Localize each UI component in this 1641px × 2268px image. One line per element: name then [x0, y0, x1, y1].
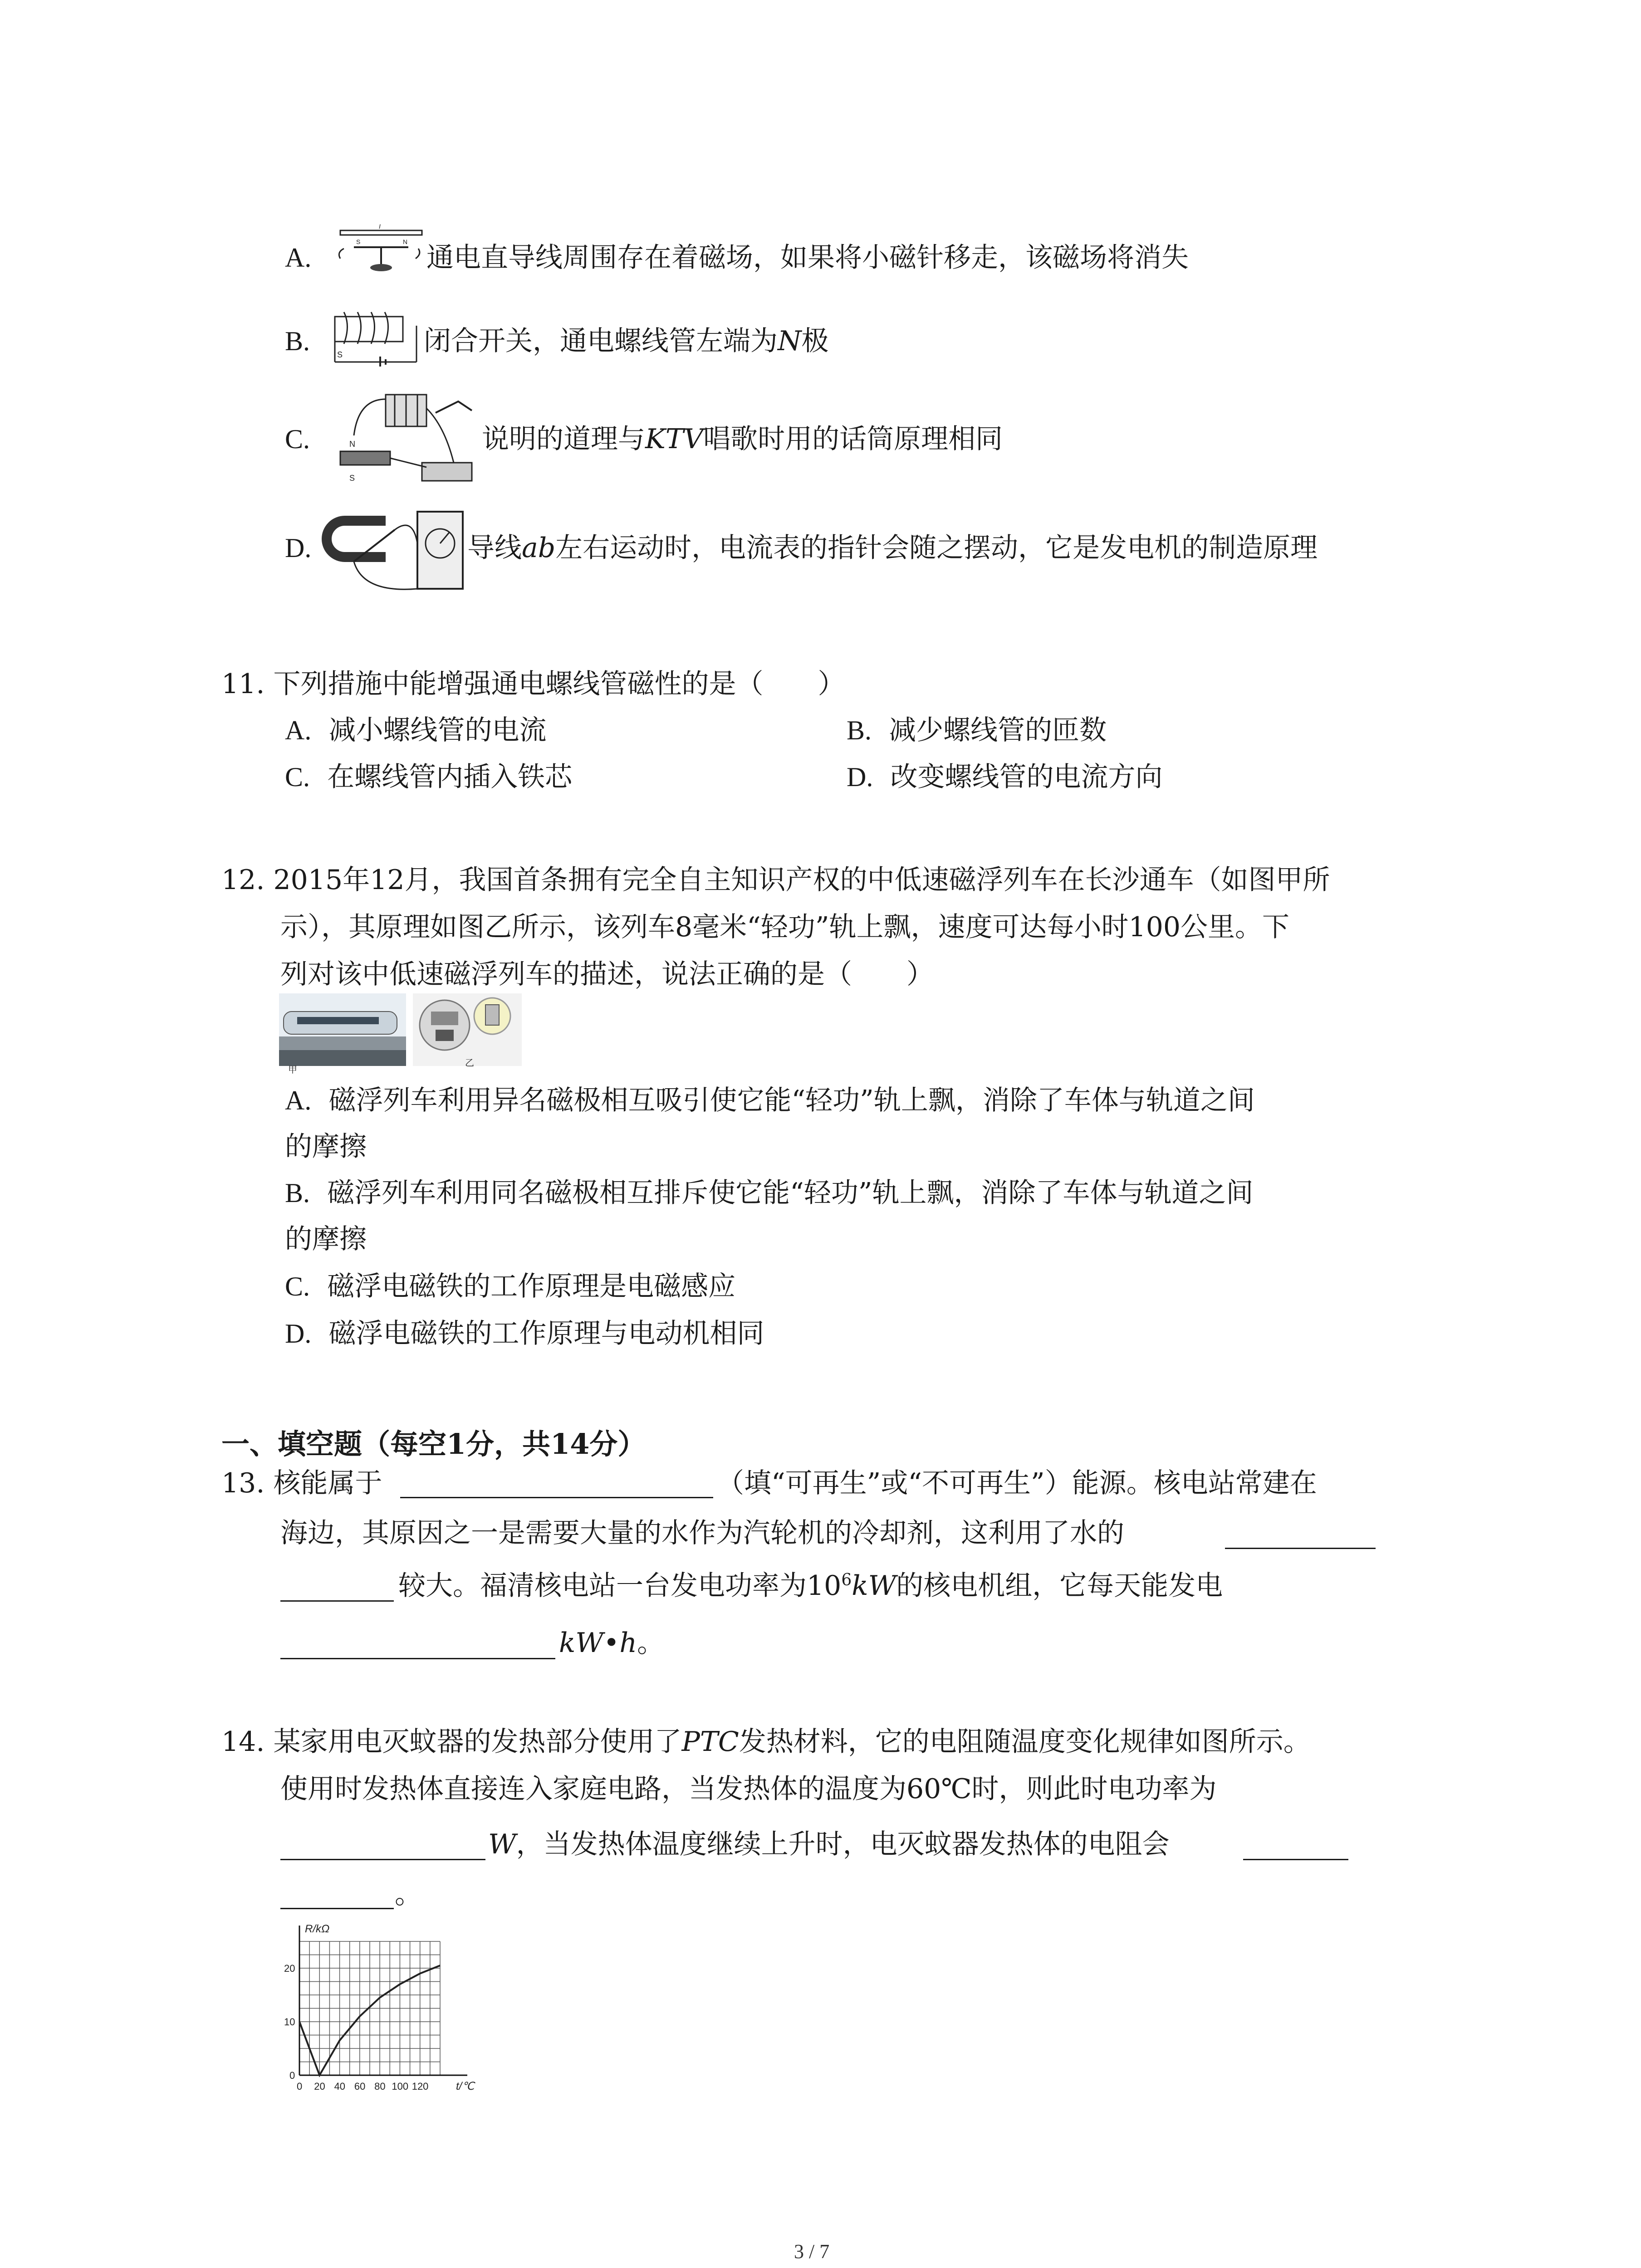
q13-blank-3[interactable]: [280, 1658, 555, 1659]
q12-option-b-cont: 的摩擦: [285, 1223, 367, 1255]
q11-option-b: [847, 714, 1107, 746]
chart-ylabel: R/kΩ: [305, 1923, 330, 1935]
q12-figures: [279, 993, 524, 1075]
y-tick-label: 20: [284, 1963, 295, 1974]
q12-option-a-letter: A.: [285, 1085, 312, 1115]
magnet: [340, 451, 390, 465]
x-tick-label: 80: [374, 2081, 386, 2092]
q11-option-d-letter: D.: [847, 762, 873, 792]
q10-option-b-figure: [330, 308, 421, 367]
u-magnet: [327, 521, 386, 557]
section-heading: 一、填空题（每空1分，共14分）: [221, 1427, 646, 1461]
q12-option-c-letter: C.: [285, 1271, 310, 1301]
q11-option-a: [285, 714, 547, 746]
q14-line-4-end: 。: [395, 1878, 422, 1910]
q10-option-b-text-pre: 闭合开关，通电螺线管左端为: [424, 325, 778, 357]
q12-line-1: 12. 2015年12月，我国首条拥有完全自主知识产权的中低速磁浮列车在长沙通车（如图甲所: [221, 864, 1330, 896]
pole-s-label: S: [349, 474, 355, 483]
q13-blank-2-cont[interactable]: [280, 1600, 394, 1602]
q14-line-3-post: ，当发热体温度继续上升时，电灭蚊器发热体的电阻会: [516, 1828, 1170, 1860]
q10-option-b-text-post: 极: [801, 325, 829, 357]
switch-label: S: [337, 350, 343, 359]
rail-stand: [422, 463, 472, 481]
q14-var-ptc: PTC: [681, 1726, 739, 1758]
q11-option-d: [847, 763, 1163, 791]
q10-option-a-letter: A.: [285, 243, 312, 273]
chart-xlabel: t/℃: [456, 2080, 475, 2092]
q10-option-d-var: ab: [522, 532, 556, 564]
q13-line-3: [398, 1570, 1223, 1602]
q10-option-c-var: KTV: [645, 423, 704, 455]
q13-blank-2[interactable]: [1225, 1548, 1376, 1549]
q12-option-d-letter: D.: [285, 1319, 312, 1349]
q13-line-4: [559, 1629, 664, 1657]
page-number: 3 / 7: [794, 2240, 830, 2263]
q14-unit-w: W: [488, 1828, 516, 1860]
q10-option-a-text: 通电直导线周围存在着磁场，如果将小磁针移走，该磁场将消失: [426, 242, 1189, 274]
q10-option-a-figure: [336, 222, 426, 277]
q11-option-c-text: 在螺线管内插入铁芯: [327, 761, 573, 793]
q11-option-b-text: 减少螺线管的匝数: [889, 714, 1107, 746]
q10-option-b-var: N: [778, 325, 802, 357]
y-tick-label: 10: [284, 2016, 295, 2028]
q13-line-3-a: 较大。福清核电站一台发电功率为10: [398, 1570, 842, 1602]
q12-line-3: 列对该中低速磁浮列车的描述，说法正确的是（ ）: [280, 958, 934, 990]
q12-option-c-text: 磁浮电磁铁的工作原理是电磁感应: [327, 1271, 736, 1302]
compass-base: [370, 264, 392, 271]
q11-option-a-letter: A.: [285, 715, 312, 745]
q14-line-2: 使用时发热体直接连入家庭电路，当发热体的温度为60℃时，则此时电功率为: [280, 1773, 1217, 1805]
y-tick-label: 0: [289, 2070, 295, 2081]
q12-option-a: [285, 1087, 1255, 1114]
q13-line-1-pre: 13. 核能属于: [221, 1467, 382, 1499]
q10-option-d-letter: D.: [285, 533, 312, 563]
chart-ticks: [284, 1963, 428, 2092]
chart-axes: [299, 1926, 467, 2075]
x-tick-label: 20: [314, 2081, 325, 2092]
q14-blank-2-cont[interactable]: [280, 1908, 394, 1909]
q14-line-1-post: 发热材料，它的电阻随温度变化规律如图所示。: [739, 1726, 1311, 1758]
q10-option-c-letter: C.: [285, 424, 310, 454]
q10-option-c-text: [482, 425, 1003, 453]
x-tick-label: 120: [411, 2081, 429, 2092]
q14-line-1: [221, 1726, 1311, 1758]
straight-wire: [340, 230, 422, 235]
fig-label-yi: 乙: [465, 1058, 474, 1068]
q13-line-4-end: 。: [637, 1627, 665, 1659]
chart-grid: [299, 1941, 440, 2075]
q12-option-b-letter: B.: [285, 1178, 310, 1208]
q11-option-a-text: 减小螺线管的电流: [328, 714, 547, 746]
solenoid: [335, 317, 403, 342]
q12-option-d: [285, 1320, 764, 1347]
ammeter: [417, 512, 463, 589]
x-tick-label: 40: [334, 2081, 346, 2092]
wire-current-label: I: [379, 223, 381, 230]
q13-line-2: 海边，其原因之一是需要大量的水作为汽轮机的冷却剂，这利用了水的: [280, 1517, 1124, 1549]
q10-option-d-text: [467, 534, 1318, 562]
x-tick-label: 100: [392, 2081, 409, 2092]
q13-line-3-b: 的核电机组，它每天能发电: [896, 1570, 1223, 1602]
q12-option-a-text: 磁浮列车利用异名磁极相互吸引使它能“轻功”轨上飘，消除了车体与轨道之间: [328, 1085, 1255, 1116]
q11-option-c: [285, 763, 572, 791]
q11-option-c-letter: C.: [285, 762, 310, 792]
q12-option-d-text: 磁浮电磁铁的工作原理与电动机相同: [328, 1318, 764, 1349]
q11-stem: 11. 下列措施中能增强通电螺线管磁性的是（ ）: [221, 668, 845, 700]
q13-exponent: 6: [841, 1571, 852, 1589]
q14-blank-2[interactable]: [1243, 1859, 1348, 1860]
q12-option-c: [285, 1273, 735, 1300]
x-tick-label: 0: [297, 2081, 303, 2092]
ptc-resistance-chart: [277, 1919, 499, 2100]
q14-line-1-pre: 14. 某家用电灭蚊器的发热部分使用了: [221, 1726, 682, 1758]
pole-n-label: N: [349, 440, 355, 449]
q10-option-c-text-pre: 说明的道理与: [482, 423, 645, 455]
q14-blank-1[interactable]: [280, 1859, 485, 1860]
x-tick-label: 60: [354, 2081, 366, 2092]
q14-line-3: [488, 1828, 1170, 1860]
q11-option-d-text: 改变螺线管的电流方向: [890, 761, 1163, 793]
q10-option-b-text: [424, 327, 829, 355]
q13-unit-kwh: kW•h: [559, 1627, 637, 1659]
q13-unit-kw: kW: [852, 1570, 896, 1602]
q12-option-b-text: 磁浮列车利用同名磁极相互排斥使它能“轻功”轨上飘，消除了车体与轨道之间: [327, 1177, 1254, 1209]
q10-option-c-figure: [331, 372, 485, 490]
q12-option-a-cont: 的摩擦: [285, 1131, 367, 1163]
q12-line-2: 示），其原理如图乙所示，该列车8毫米“轻功”轨上飘，速度可达每小时100公里。下: [280, 911, 1290, 943]
switch: [436, 401, 472, 413]
q10-option-d-text-pre: 导线: [467, 532, 522, 564]
pole-n-label: N: [403, 238, 408, 245]
q12-option-b: [285, 1179, 1254, 1207]
fig-label-jia: 甲: [288, 1065, 297, 1075]
q10-option-d-text-post: 左右运动时，电流表的指针会随之摆动，它是发电机的制造原理: [555, 532, 1318, 564]
pole-s-label: S: [356, 238, 361, 245]
q10-option-c-text-post: 唱歌时用的话筒原理相同: [703, 423, 1003, 455]
q10-option-b-letter: B.: [285, 326, 310, 356]
rotation-arrow: [339, 249, 344, 259]
q13-line-1-post: （填“可再生”或“不可再生”）能源。核电站常建在: [717, 1467, 1317, 1499]
q13-blank-1[interactable]: [400, 1497, 713, 1498]
q11-option-b-letter: B.: [847, 715, 872, 745]
q10-option-d-figure: [318, 503, 472, 602]
